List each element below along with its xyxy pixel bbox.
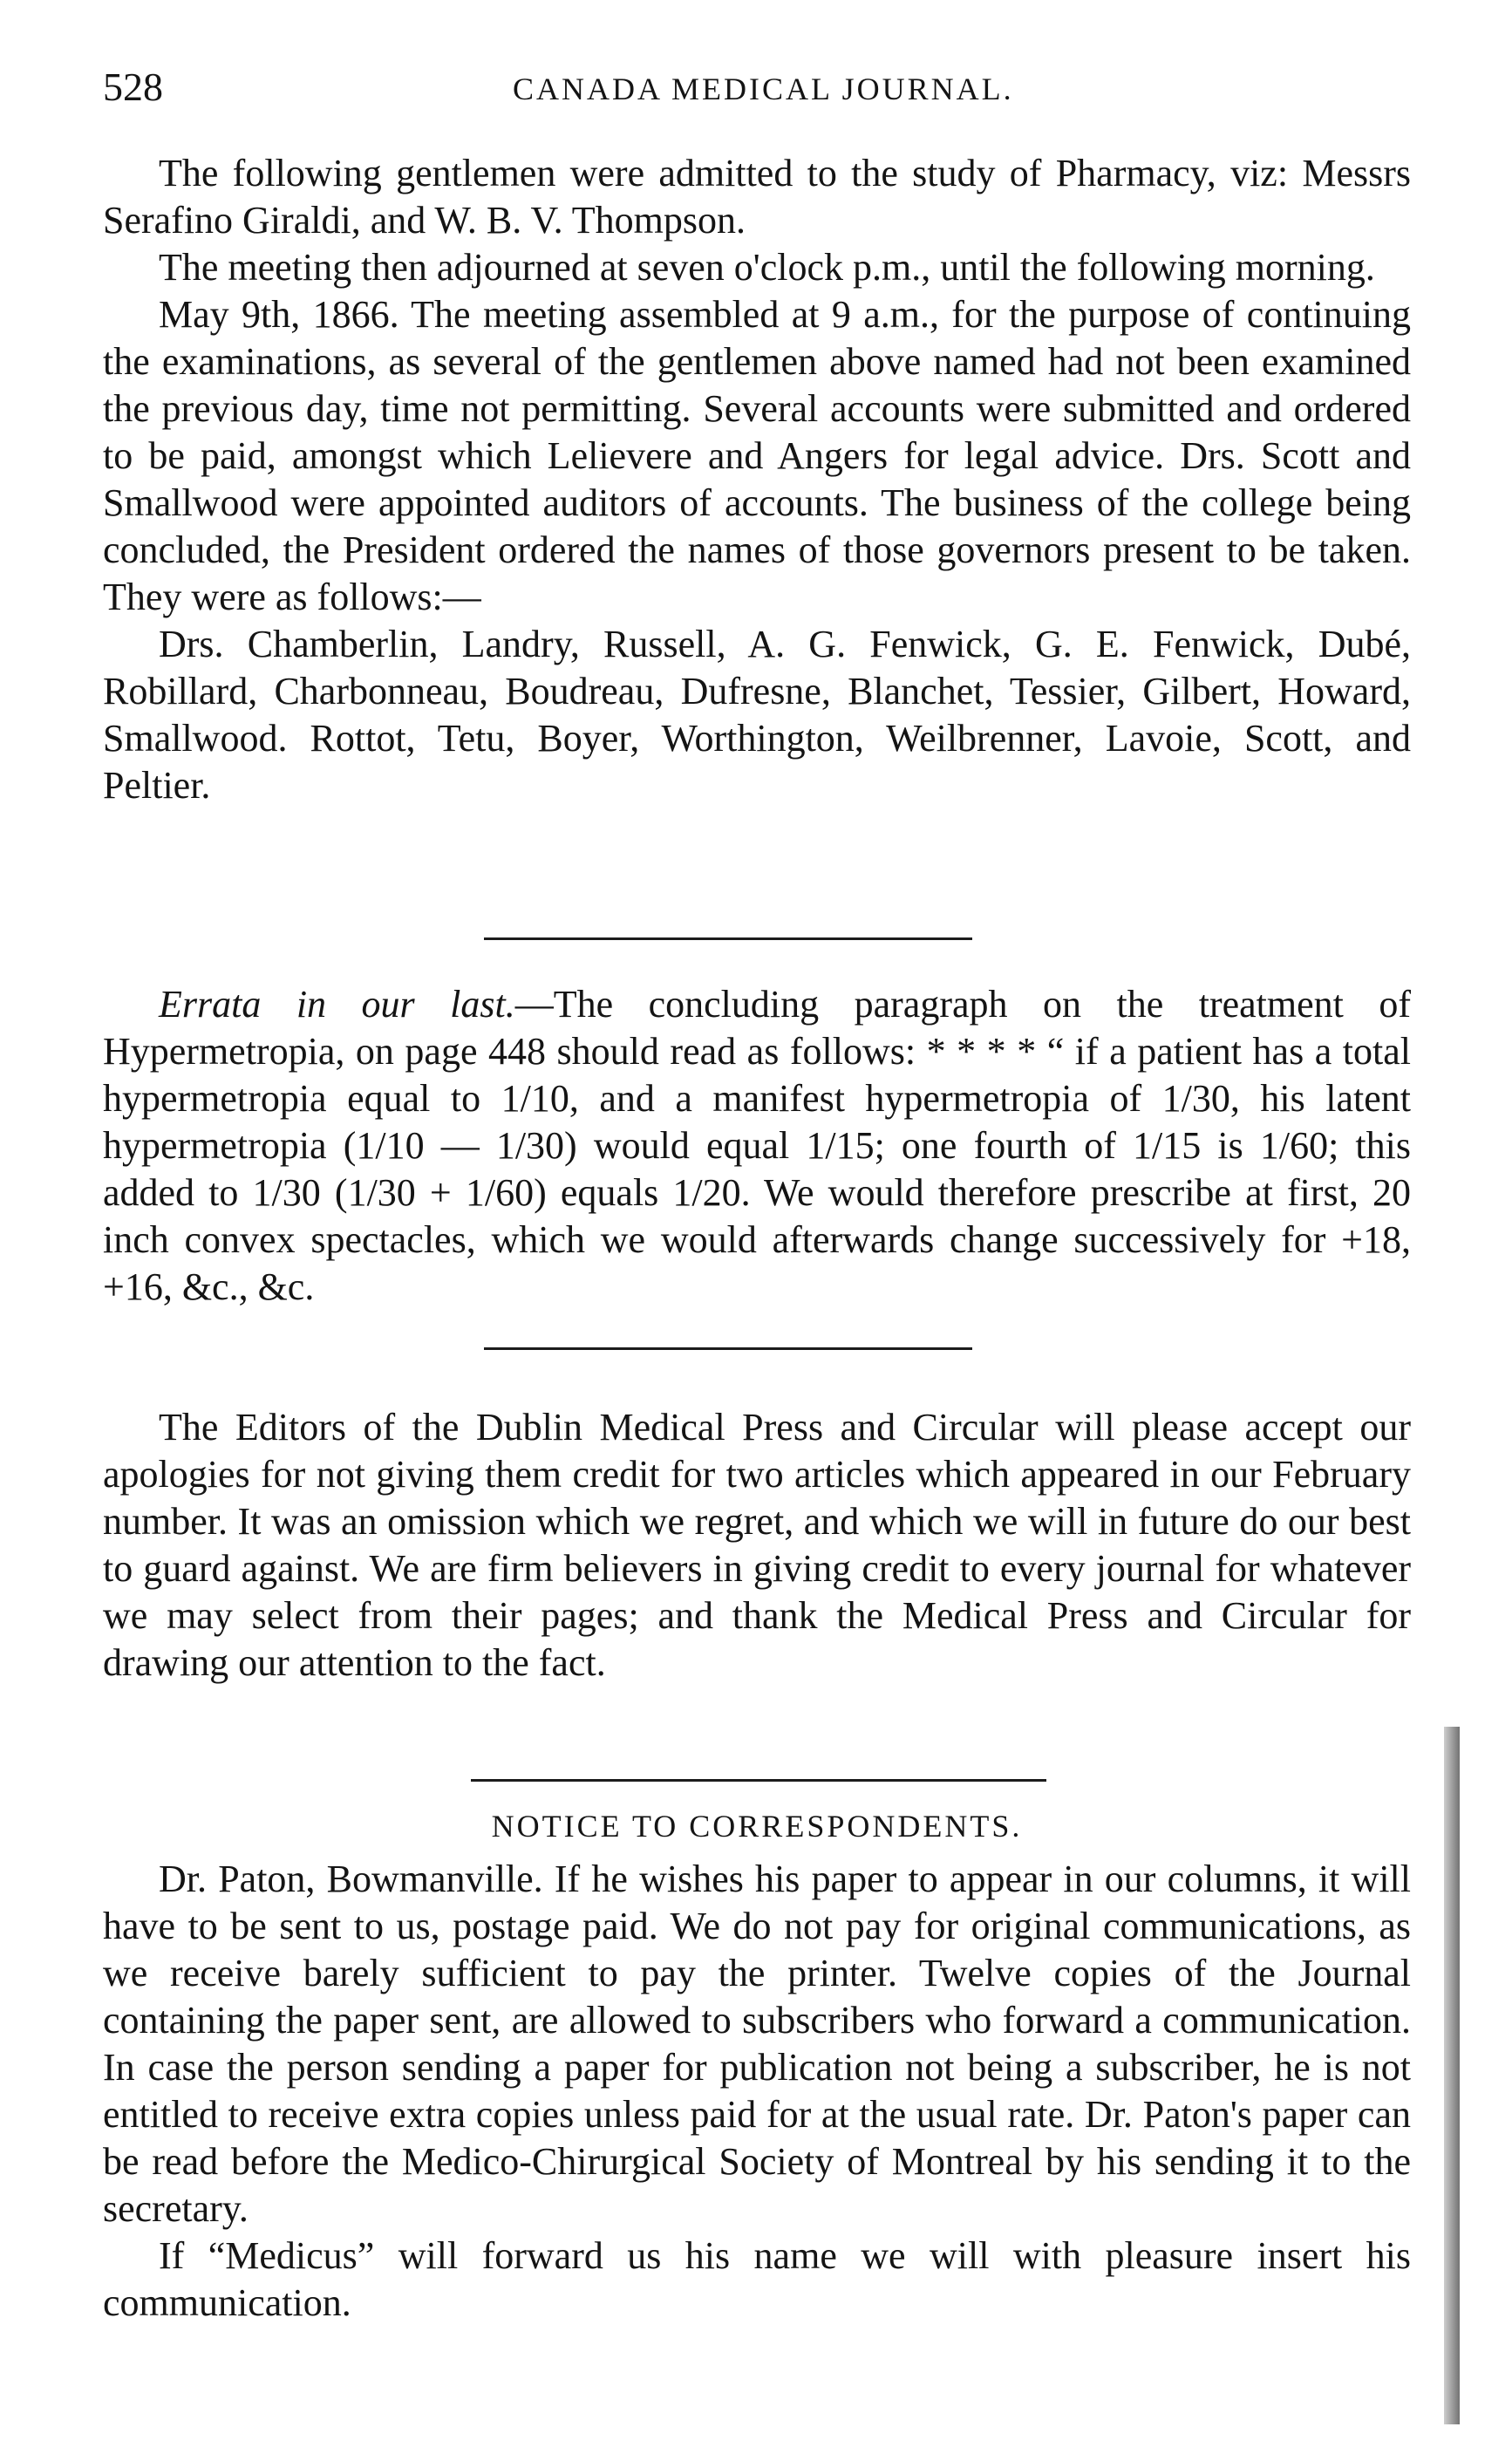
section-divider [484, 937, 972, 940]
college-minutes-section [103, 150, 1411, 809]
governors-list-paragraph: Drs. Chamberlin, Landry, Russell, A. G. Fenwick, G. E. Fenwick, Dubé, Robillard, Charbonneau, Boudreau, Dufresne, Blanchet, Tessier, Gilbert, Howard, Smallwood. Rottot, Tetu, Boyer, Worthington, Weilbrenner, Lavoie, Scott, and Peltier. [103, 623, 1411, 807]
running-title: CANADA MEDICAL JOURNAL. [513, 72, 1014, 106]
meeting-adjourned-paragraph: The meeting then adjourned at seven o'clock p.m., until the following morning. [159, 246, 1375, 289]
section-divider [484, 1347, 972, 1350]
section-divider [471, 1779, 1046, 1782]
errata-section [103, 981, 1411, 1311]
notice-heading: NOTICE TO CORRESPONDENTS. [491, 1809, 1023, 1844]
errata-lead: Errata in our last. [159, 983, 515, 1026]
paton-notice-paragraph: Dr. Paton, Bowmanville. If he wishes his paper to appear in our columns, it will have to be sent to us, postage paid. We do not pay for original communications, as we receive barely sufficient to pay the printer. Twelve copies of the Journal containing the paper sent, are allowed to subscribers who forward a communication. In case the person sending a paper for publication not being a subscriber, he is not entitled to receive extra copies unless paid for at the usual rate. Dr. Paton's paper can be read before the Medico-Chirurgical Society of Montreal by his sending it to the secretary. [103, 1858, 1411, 2230]
editors-apology-section [103, 1404, 1411, 1687]
page-header [103, 61, 1411, 113]
errata-body: —The concluding paragraph on the treatment of Hypermetropia, on page 448 should read as follows: * * * * “ if a patient has a total hypermetropia equal to 1/10, and a manifest hypermetropia of 1/30, his latent hypermetropia (1/10 — 1/30) would equal 1/15; one fourth of 1/15 is 1/60; this added to 1/30 (1/30 + 1/60) equals 1/20. We would therefore prescribe at first, 20 inch convex spectacles, which we would afterwards change successively for +18, +16, &c., &c. [103, 983, 1411, 1308]
notice-section [103, 1856, 1411, 2327]
page-number: 528 [103, 65, 163, 109]
medicus-notice-paragraph: If “Medicus” will forward us his name we will with pleasure insert his communication. [103, 2234, 1411, 2324]
editors-apology-paragraph: The Editors of the Dublin Medical Press and Circular will please accept our apologies for not giving them credit for two articles which appeared in our February number. It was an omission which we regret, and which we will in future do our best to guard against. We are firm believers in giving credit to every journal for whatever we may select from their pages; and thank the Medical Press and Circular for drawing our attention to the fact. [103, 1406, 1411, 1684]
scan-gutter-shadow [1444, 1727, 1460, 2424]
may-ninth-meeting-paragraph: May 9th, 1866. The meeting assembled at 9 a.m., for the purpose of continuing the examinations, as several of the gentlemen above named had not been examined the previous day, time not permitting. Several accounts were submitted and ordered to be paid, amongst which Lelievere and Angers for legal advice. Drs. Scott and Smallwood were appointed auditors of accounts. The business of the college being concluded, the President ordered the names of those governors present to be taken. They were as follows:— [103, 293, 1411, 618]
errata-paragraph [103, 981, 1411, 1311]
pharmacy-admission-paragraph: The following gentlemen were admitted to the study of Pharmacy, viz: Messrs Serafino Giraldi, and W. B. V. Thompson. [103, 152, 1411, 242]
